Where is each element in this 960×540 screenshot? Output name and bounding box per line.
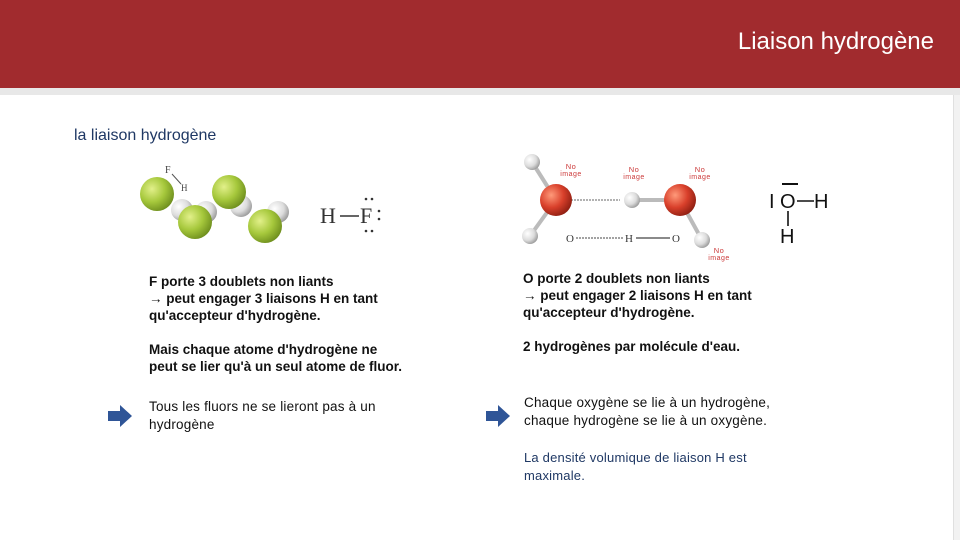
- header-bar: [0, 0, 960, 88]
- no-image-placeholder: No image: [623, 165, 645, 181]
- formula-h: H: [320, 203, 336, 228]
- lewis-o: O: [780, 191, 796, 213]
- lewis-h-right: H: [814, 191, 829, 213]
- formula-f: F: [360, 203, 373, 228]
- slide-title: Liaison hydrogène: [737, 28, 934, 55]
- right-arrow-icon: [107, 403, 133, 429]
- section-subtitle: la liaison hydrogène: [74, 127, 217, 144]
- h-atom-label: H: [181, 183, 188, 193]
- fluorine-explanation: F porte 3 doublets non liants → peut engager 3 liaisons H en tant qu'accepteur d'hydrogène. Mais chaque atome d'hydrogène ne peut se lier qu'à un seul atome de fluor.: [149, 274, 403, 374]
- right-arrow-icon: [485, 403, 511, 429]
- header-divider: [0, 88, 960, 95]
- oxygen-explanation: O porte 2 doublets non liants → peut engager 2 liaisons H en tant qu'accepteur d'hydrogène. 2 hydrogènes par molécule d'eau.: [523, 271, 752, 354]
- oxygen-note: Chaque oxygène se lie à un hydrogène, chaque hydrogène se lie à un oxygène.: [524, 395, 771, 428]
- water-molecules-diagram: [512, 148, 712, 248]
- lewis-h-bottom: H: [780, 226, 795, 246]
- water-lewis-formula: [766, 180, 836, 246]
- o-right-label: O: [672, 233, 680, 245]
- no-image-placeholder: No image: [708, 246, 730, 262]
- hf-molecules-diagram: [135, 160, 295, 250]
- no-image-placeholder: No image: [560, 162, 582, 178]
- no-image-placeholder: No image: [689, 165, 711, 181]
- density-note: La densité volumique de liaison H est maximale.: [524, 450, 747, 483]
- fluorine-note: Tous les fluors ne se lieront pas à un hydrogène: [149, 399, 376, 432]
- h-mid-label: H: [625, 233, 633, 245]
- hf-lewis-formula: [318, 193, 388, 243]
- o-left-label: O: [566, 233, 574, 245]
- slide-edge: [953, 95, 960, 540]
- lewis-bar: I: [769, 191, 775, 213]
- f-atom-label: F: [165, 165, 171, 176]
